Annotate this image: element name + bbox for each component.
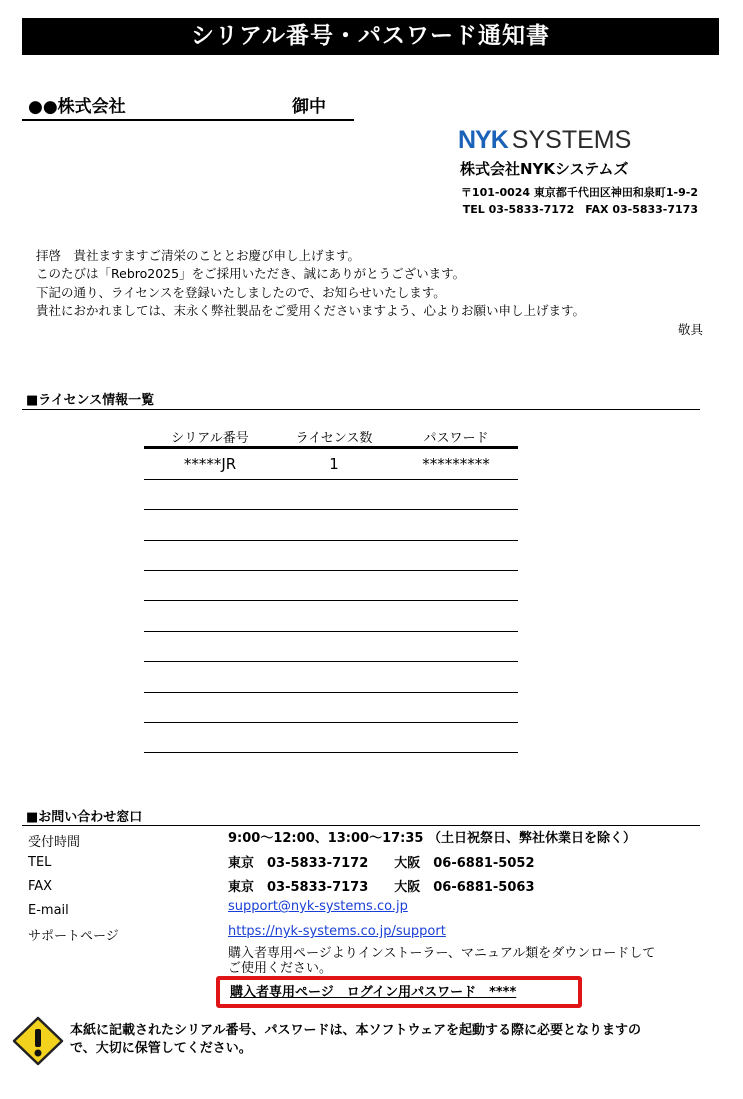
notice-line: で、大切に保管してください。 [70,1041,252,1056]
column-header-count: ライセンス数 [295,431,373,446]
company-logo [458,126,631,154]
support-label: サポートページ [28,929,119,944]
table-row-line [144,540,518,541]
table-row-line [144,479,518,480]
tel-label: TEL [28,855,52,870]
logo-systems-text: SYSTEMS [511,125,632,154]
contact-heading: ■お問い合わせ窓口 [26,810,143,825]
table-header-rule [144,446,518,449]
table-row-line [144,600,518,601]
sender-address: 〒101-0024 東京都千代田区神田和泉町1-9-2 [460,186,698,199]
recipient-name: ●●株式会社 [28,97,126,117]
notice-line: 本紙に記載されたシリアル番号、パスワードは、本ソフトウェアを起動する際に必要となりますの [70,1023,641,1038]
section-divider [22,409,700,410]
sender-company: 株式会社NYKシステムズ [460,160,629,178]
logo-nyk-text: NYK [458,125,508,154]
tel-value: 東京 03-5833-7172 大阪 06-6881-5052 [228,856,535,871]
warning-icon [12,1016,64,1066]
email-link[interactable]: support@nyk-systems.co.jp [228,899,408,914]
honorific: 御中 [292,97,326,117]
letter-line: 下記の通り、ライセンスを登録いたしましたので、お知らせいたします。 [36,285,446,300]
letter-closing: 敬具 [677,322,703,337]
hours-label: 受付時間 [28,835,81,850]
count-cell: 1 [329,455,339,473]
support-note: 購入者専用ページよりインストーラー、マニュアル類をダウンロードして [228,946,656,961]
serial-cell: *****JR [183,455,237,473]
column-header-serial: シリアル番号 [171,431,249,446]
license-heading: ■ライセンス情報一覧 [26,393,155,408]
table-row-line [144,509,518,510]
letter-line: 拝啓 貴社ますますご清栄のこととお慶び申し上げます。 [36,248,361,263]
table-row-line [144,722,518,723]
table-row-line [144,631,518,632]
email-label: E-mail [28,903,69,918]
table-row-line [144,661,518,662]
purchaser-password: 購入者専用ページ ログイン用パスワード **** [230,985,517,1000]
sender-phone: TEL 03-5833-7172 FAX 03-5833-7173 [462,203,698,216]
letter-line: このたびは「Rebro2025」をご採用いただき、誠にありがとうございます。 [36,266,466,281]
support-link[interactable]: https://nyk-systems.co.jp/support [228,924,446,939]
support-note: ご使用ください。 [228,961,333,976]
section-divider [22,825,700,826]
letter-line: 貴社におかれましては、末永く弊社製品をご愛用くださいますよう、心よりお願い申し上げます。 [36,303,586,318]
document-title: シリアル番号・パスワード通知書 [22,18,719,55]
recipient-underline [22,119,354,121]
column-header-password: パスワード [423,431,489,446]
hours-value: 9:00～12:00、13:00～17:35 （土日祝祭日、弊社休業日を除く） [228,831,637,846]
password-cell: ********* [422,455,490,473]
table-row-line [144,692,518,693]
fax-label: FAX [28,879,53,894]
fax-value: 東京 03-5833-7173 大阪 06-6881-5063 [228,880,535,895]
table-row-line [144,752,518,753]
table-row-line [144,570,518,571]
notice-text [70,1022,641,1058]
